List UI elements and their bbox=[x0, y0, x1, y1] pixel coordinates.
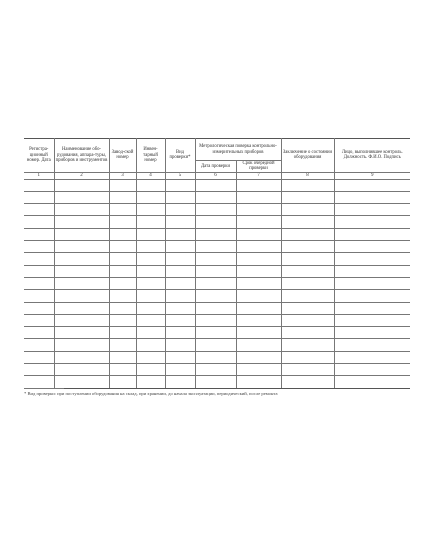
column-number: 4 bbox=[136, 172, 165, 179]
table-cell bbox=[195, 228, 236, 240]
header-check-type: Вид проверки* bbox=[165, 139, 195, 173]
table-cell bbox=[54, 339, 109, 351]
equipment-journal-table bbox=[24, 138, 410, 389]
table-cell bbox=[109, 277, 136, 289]
table-cell bbox=[334, 216, 410, 228]
table-cell bbox=[165, 253, 195, 265]
table-cell bbox=[136, 216, 165, 228]
table-cell bbox=[136, 290, 165, 302]
table-row bbox=[24, 228, 410, 240]
table-cell bbox=[281, 265, 334, 277]
table-cell bbox=[24, 364, 54, 376]
table-cell bbox=[136, 179, 165, 191]
table-cell bbox=[109, 265, 136, 277]
table-cell bbox=[109, 241, 136, 253]
table-cell bbox=[24, 228, 54, 240]
table-cell bbox=[281, 327, 334, 339]
table-cell bbox=[236, 265, 281, 277]
table-row bbox=[24, 265, 410, 277]
table-cell bbox=[24, 179, 54, 191]
table-cell bbox=[334, 314, 410, 326]
table-cell bbox=[236, 228, 281, 240]
table-cell bbox=[334, 339, 410, 351]
table-cell bbox=[136, 364, 165, 376]
table-cell bbox=[281, 376, 334, 388]
table-cell bbox=[54, 191, 109, 203]
table-cell bbox=[236, 351, 281, 363]
table-cell bbox=[165, 364, 195, 376]
table-row bbox=[24, 216, 410, 228]
table-cell bbox=[24, 191, 54, 203]
table-row bbox=[24, 253, 410, 265]
table-cell bbox=[24, 277, 54, 289]
table-cell bbox=[334, 204, 410, 216]
table-cell bbox=[195, 216, 236, 228]
table-cell bbox=[165, 216, 195, 228]
table-cell bbox=[24, 265, 54, 277]
table-cell bbox=[165, 191, 195, 203]
table-cell bbox=[109, 216, 136, 228]
table-row bbox=[24, 204, 410, 216]
table-cell bbox=[109, 204, 136, 216]
table-cell bbox=[195, 241, 236, 253]
table-cell bbox=[24, 216, 54, 228]
table-cell bbox=[334, 179, 410, 191]
table-cell bbox=[136, 241, 165, 253]
table-cell bbox=[24, 314, 54, 326]
table-row bbox=[24, 339, 410, 351]
column-number: 7 bbox=[236, 172, 281, 179]
table-cell bbox=[136, 277, 165, 289]
table-cell bbox=[165, 277, 195, 289]
table-row bbox=[24, 241, 410, 253]
table-cell bbox=[334, 241, 410, 253]
table-cell bbox=[109, 339, 136, 351]
table-cell bbox=[24, 253, 54, 265]
table-cell bbox=[195, 265, 236, 277]
table-cell bbox=[334, 253, 410, 265]
table-cell bbox=[54, 179, 109, 191]
table-cell bbox=[236, 302, 281, 314]
table-row bbox=[24, 290, 410, 302]
table-cell bbox=[109, 327, 136, 339]
table-cell bbox=[195, 376, 236, 388]
table-cell bbox=[136, 265, 165, 277]
table-cell bbox=[54, 265, 109, 277]
table-row bbox=[24, 327, 410, 339]
table-cell bbox=[236, 364, 281, 376]
table-cell bbox=[195, 351, 236, 363]
table-cell bbox=[236, 204, 281, 216]
table-cell bbox=[281, 191, 334, 203]
table-cell bbox=[136, 327, 165, 339]
table-cell bbox=[24, 339, 54, 351]
table-cell bbox=[165, 241, 195, 253]
table-row bbox=[24, 179, 410, 191]
table-cell bbox=[24, 351, 54, 363]
table-cell bbox=[109, 376, 136, 388]
table-cell bbox=[195, 204, 236, 216]
table-cell bbox=[136, 351, 165, 363]
table-cell bbox=[54, 364, 109, 376]
table-cell bbox=[236, 376, 281, 388]
table-cell bbox=[334, 376, 410, 388]
table-cell bbox=[281, 339, 334, 351]
table-cell bbox=[334, 228, 410, 240]
table-cell bbox=[54, 204, 109, 216]
table-cell bbox=[236, 314, 281, 326]
header-next-check: Срок очередной проверки bbox=[236, 161, 281, 173]
header-inventory-number: Инвен-тарный номер bbox=[136, 139, 165, 173]
table-cell bbox=[165, 376, 195, 388]
table-row bbox=[24, 302, 410, 314]
table-cell bbox=[54, 228, 109, 240]
table-row bbox=[24, 351, 410, 363]
table-cell bbox=[236, 277, 281, 289]
footnote-divider bbox=[24, 388, 64, 389]
header-registration: Регистра-ционный номер. Дата bbox=[24, 139, 54, 173]
table-cell bbox=[24, 302, 54, 314]
column-number: 8 bbox=[281, 172, 334, 179]
table-cell bbox=[54, 351, 109, 363]
table-cell bbox=[165, 327, 195, 339]
table-row bbox=[24, 376, 410, 388]
table-cell bbox=[281, 314, 334, 326]
table-cell bbox=[24, 290, 54, 302]
table-cell bbox=[281, 351, 334, 363]
table-cell bbox=[109, 351, 136, 363]
column-number: 6 bbox=[195, 172, 236, 179]
column-number: 1 bbox=[24, 172, 54, 179]
table-cell bbox=[195, 253, 236, 265]
table-cell bbox=[236, 216, 281, 228]
table-cell bbox=[195, 364, 236, 376]
column-number: 9 bbox=[334, 172, 410, 179]
table-cell bbox=[165, 228, 195, 240]
footnote-text: * Вид проверки: при поступлении оборудования на склад, при хранении, до начала эксплуатации, периодический, после ремонта bbox=[24, 391, 278, 396]
table-cell bbox=[195, 339, 236, 351]
table-cell bbox=[334, 277, 410, 289]
table-cell bbox=[334, 265, 410, 277]
table-cell bbox=[136, 339, 165, 351]
table-cell bbox=[109, 179, 136, 191]
table-cell bbox=[281, 290, 334, 302]
table-cell bbox=[195, 191, 236, 203]
table-cell bbox=[136, 314, 165, 326]
table-cell bbox=[54, 302, 109, 314]
table-cell bbox=[24, 204, 54, 216]
table-cell bbox=[236, 290, 281, 302]
table-cell bbox=[136, 302, 165, 314]
table-cell bbox=[109, 253, 136, 265]
table-cell bbox=[165, 265, 195, 277]
column-number-row bbox=[24, 172, 410, 179]
table-cell bbox=[334, 191, 410, 203]
table-cell bbox=[54, 376, 109, 388]
table-cell bbox=[334, 302, 410, 314]
table-cell bbox=[24, 241, 54, 253]
table-cell bbox=[165, 302, 195, 314]
table-cell bbox=[54, 277, 109, 289]
table-cell bbox=[54, 290, 109, 302]
table-cell bbox=[136, 228, 165, 240]
header-factory-number: Завод-ской номер bbox=[109, 139, 136, 173]
table-cell bbox=[281, 253, 334, 265]
table-cell bbox=[236, 241, 281, 253]
table-cell bbox=[281, 179, 334, 191]
table-row bbox=[24, 191, 410, 203]
header-check-date: Дата проверки bbox=[195, 161, 236, 173]
header-controller: Лицо, выполнившее контроль. Должность. Ф.И.О. Подпись bbox=[334, 139, 410, 173]
header-metrology-group: Метрологическая поверка контрольно-измерительных приборов bbox=[195, 139, 281, 161]
table-cell bbox=[165, 314, 195, 326]
table-row bbox=[24, 277, 410, 289]
table-cell bbox=[334, 364, 410, 376]
table-cell bbox=[165, 290, 195, 302]
column-number: 5 bbox=[165, 172, 195, 179]
table-row bbox=[24, 314, 410, 326]
table-cell bbox=[195, 302, 236, 314]
table-cell bbox=[136, 204, 165, 216]
table-cell bbox=[281, 364, 334, 376]
table-cell bbox=[165, 351, 195, 363]
table-cell bbox=[24, 376, 54, 388]
table-cell bbox=[109, 191, 136, 203]
table-cell bbox=[24, 327, 54, 339]
table-cell bbox=[109, 228, 136, 240]
table-cell bbox=[236, 179, 281, 191]
table-cell bbox=[54, 241, 109, 253]
table-cell bbox=[165, 179, 195, 191]
table-row bbox=[24, 364, 410, 376]
table-cell bbox=[195, 314, 236, 326]
table-cell bbox=[54, 327, 109, 339]
table-cell bbox=[195, 179, 236, 191]
table-cell bbox=[334, 351, 410, 363]
table-cell bbox=[236, 191, 281, 203]
table-cell bbox=[54, 314, 109, 326]
table-cell bbox=[236, 327, 281, 339]
table-cell bbox=[195, 277, 236, 289]
table-cell bbox=[334, 327, 410, 339]
table-cell bbox=[236, 253, 281, 265]
column-number: 2 bbox=[54, 172, 109, 179]
header-equipment-name: Наименование обо-рудования, аппара-туры, приборов и инструментов bbox=[54, 139, 109, 173]
table-cell bbox=[236, 339, 281, 351]
header-conclusion: Заключение о состоянии оборудования bbox=[281, 139, 334, 173]
table-cell bbox=[136, 253, 165, 265]
table-cell bbox=[165, 204, 195, 216]
table-cell bbox=[109, 314, 136, 326]
table-cell bbox=[136, 191, 165, 203]
table-cell bbox=[195, 290, 236, 302]
table-cell bbox=[281, 216, 334, 228]
table-cell bbox=[334, 290, 410, 302]
table-cell bbox=[109, 290, 136, 302]
table-cell bbox=[136, 376, 165, 388]
table-cell bbox=[109, 364, 136, 376]
table-cell bbox=[281, 204, 334, 216]
table-cell bbox=[281, 302, 334, 314]
table-cell bbox=[165, 339, 195, 351]
table-cell bbox=[109, 302, 136, 314]
table-cell bbox=[281, 241, 334, 253]
table-cell bbox=[195, 327, 236, 339]
table-cell bbox=[54, 216, 109, 228]
table-cell bbox=[281, 277, 334, 289]
table-cell bbox=[281, 228, 334, 240]
table-cell bbox=[54, 253, 109, 265]
column-number: 3 bbox=[109, 172, 136, 179]
